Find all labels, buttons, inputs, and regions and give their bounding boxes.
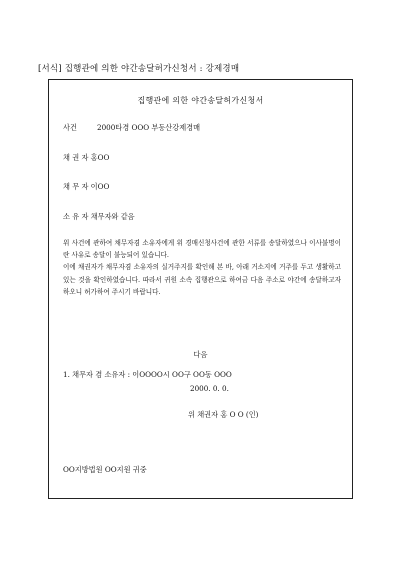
- form-title: 집행관에 의한 야간송달허가신청서: [137, 96, 264, 105]
- owner-row: 소 유 자 채무자와 같음: [63, 212, 135, 221]
- debtor-row: 채 무 자 이OO: [63, 182, 110, 191]
- body-paragraph-1: 위 사건에 관하여 채무자겸 소유자에게 위 경매신청사건에 관한 서류를 송달하였으나 이사불명이란 사유로 송달이 불능되어 있습니다.: [63, 239, 341, 260]
- heading-next: 다음: [193, 350, 208, 359]
- body-paragraph-2: 이에 채권자가 채무자겸 소유자의 실거주지를 확인해 본 바, 아래 거소지에 거주를 두고 생활하고 있는 것을 확인하였습니다. 따라서 귀원 소속 집행관으로 하여금 다음 주소로 야간에 송달하고자 하오니 허가하여 주시기 바랍니다.: [63, 263, 341, 296]
- filing-date: 2000. 0. 0.: [190, 384, 229, 393]
- creditor-row: 채 권 자 홍OO: [63, 153, 110, 162]
- request-body: [63, 237, 341, 298]
- court-addressee: OO지방법원 OO지원 귀중: [63, 465, 147, 474]
- case-value: 2000타경 OOO 부동산강제경매: [97, 123, 201, 132]
- case-label: 사건: [63, 123, 77, 132]
- address-item-1: 1. 채무자 겸 소유자 : 이OOOO시 OO구 OO동 OOO: [63, 370, 232, 379]
- applicant-signature: 위 채권자 홍 O O (인): [188, 410, 259, 419]
- case-row: [63, 124, 200, 131]
- form-caption: [서식] 집행관에 의한 야간송달허가신청서 : 강제경매: [38, 64, 240, 74]
- application-form: [48, 79, 353, 499]
